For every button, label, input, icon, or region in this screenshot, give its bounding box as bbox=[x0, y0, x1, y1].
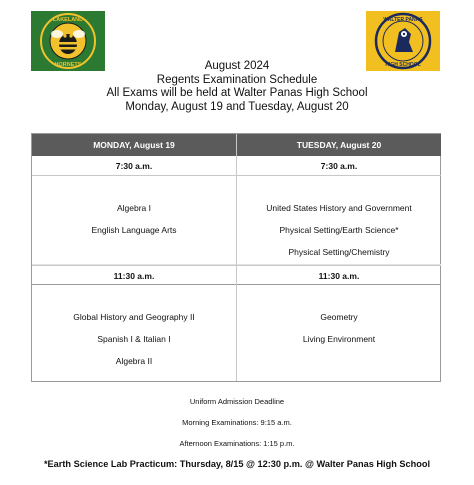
tuesday-morning-time: 7:30 a.m. bbox=[237, 156, 441, 176]
tuesday-afternoon-exams bbox=[237, 285, 441, 382]
monday-morning-time: 7:30 a.m. bbox=[32, 156, 236, 176]
admission-deadline-title: Uniform Admission Deadline bbox=[189, 397, 285, 406]
tuesday-column bbox=[237, 134, 441, 381]
exam-item: United States History and Government bbox=[266, 203, 412, 213]
monday-morning-exams bbox=[32, 176, 236, 265]
exam-item: Living Environment bbox=[302, 334, 376, 344]
exam-item: Physical Setting/Earth Science* bbox=[279, 225, 399, 235]
exam-item: Geometry bbox=[320, 312, 358, 322]
monday-header: MONDAY, August 19 bbox=[32, 134, 236, 156]
svg-text:HORNETS: HORNETS bbox=[54, 62, 82, 68]
monday-afternoon-exams bbox=[32, 285, 236, 382]
schedule-heading bbox=[0, 60, 474, 114]
earth-science-footnote: *Earth Science Lab Practicum: Thursday, 8/15 @ 12:30 p.m. @ Walter Panas High School bbox=[43, 459, 431, 469]
svg-text:LAKELAND: LAKELAND bbox=[52, 17, 84, 23]
monday-afternoon-time: 11:30 a.m. bbox=[32, 265, 236, 285]
heading-title: Regents Examination Schedule bbox=[156, 73, 318, 86]
schedule-table bbox=[31, 133, 441, 382]
heading-location: All Exams will be held at Walter Panas High School bbox=[106, 87, 368, 99]
exam-item: Algebra II bbox=[115, 356, 153, 366]
monday-column bbox=[32, 134, 237, 381]
tuesday-morning-exams bbox=[237, 176, 441, 265]
svg-text:WALTER PANAS: WALTER PANAS bbox=[383, 17, 423, 23]
exam-item: Spanish I & Italian I bbox=[97, 334, 171, 344]
heading-month: August 2024 bbox=[204, 60, 270, 72]
exam-item: Physical Setting/Chemistry bbox=[288, 247, 390, 257]
exam-item: Global History and Geography II bbox=[73, 312, 195, 322]
svg-text:HIGH SCHOOL: HIGH SCHOOL bbox=[385, 62, 421, 68]
morning-deadline: Morning Examinations: 9:15 a.m. bbox=[182, 418, 292, 427]
afternoon-deadline: Afternoon Examinations: 1:15 p.m. bbox=[179, 439, 295, 448]
heading-dates: Monday, August 19 and Tuesday, August 20 bbox=[125, 100, 349, 113]
tuesday-header: TUESDAY, August 20 bbox=[237, 134, 441, 156]
exam-item: English Language Arts bbox=[91, 225, 177, 235]
exam-item: Algebra I bbox=[116, 203, 152, 213]
tuesday-afternoon-time: 11:30 a.m. bbox=[237, 265, 441, 285]
